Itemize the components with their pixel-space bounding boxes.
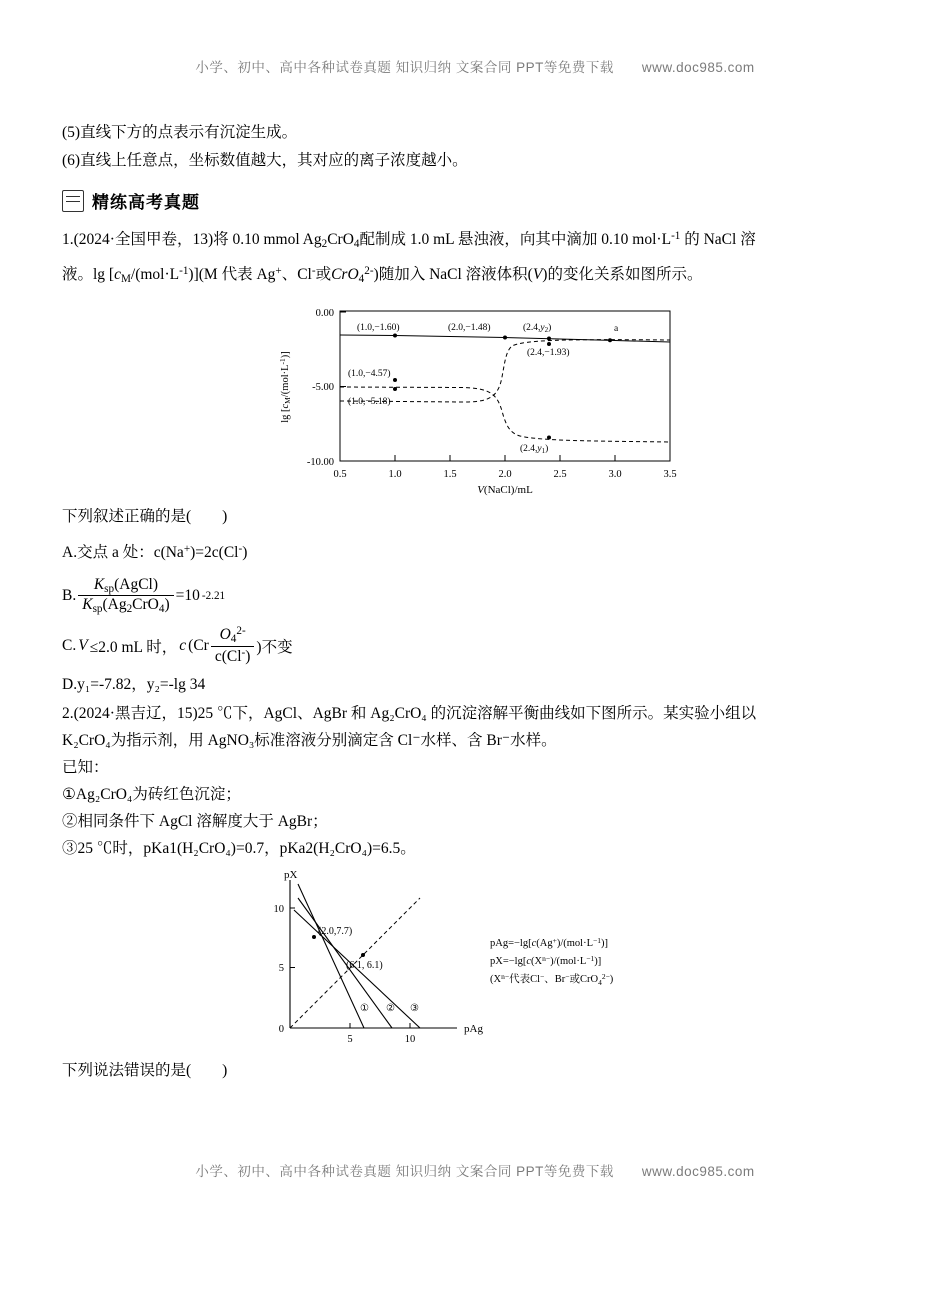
svg-text:5: 5: [278, 962, 284, 974]
question-1-option-a: A.交点 a 处：c(Na+)=2c(Cl-): [62, 543, 248, 562]
svg-text:0.5: 0.5: [333, 469, 347, 481]
svg-text:0.00: 0.00: [315, 308, 334, 320]
q1-optB-label: B.: [62, 586, 77, 604]
q1-optB-den-sub: sp: [92, 603, 103, 616]
q1-optB-den-arg: (Ag: [102, 596, 127, 614]
svg-text:3.0: 3.0: [608, 469, 622, 481]
svg-text:3.5: 3.5: [663, 469, 677, 481]
q1-optB-num-sub: sp: [104, 583, 115, 596]
q1-optC-num-sub: 4: [230, 633, 237, 646]
figure-1: [262, 299, 692, 499]
q1-optB-fraction: [78, 576, 173, 615]
q1-optB-den-arg2: CrO: [132, 596, 159, 614]
q1-optB-den-k: K: [82, 596, 93, 614]
q1-l2-f: CrO: [331, 266, 359, 284]
q1-optB-num-k: K: [93, 576, 105, 594]
q1-optB-den-arg3: ): [164, 596, 170, 614]
q1-optC-denominator: c(Cl-): [214, 646, 251, 665]
q1-optC-num-sup: 2-: [236, 625, 246, 638]
svg-text:②: ②: [386, 1002, 395, 1014]
watermark-top: 小学、初中、高中各种试卷真题 知识归纳 文案合同 PPT等免费下载 www.doc985.com: [195, 60, 755, 75]
svg-text:(2.4,y1): $(2.4,y_1)$: [520, 444, 549, 456]
q1-optC-e: )不变: [256, 638, 293, 656]
question-1-ask: 下列叙述正确的是( ): [62, 508, 228, 526]
q1-optC-c: c: [179, 636, 187, 654]
svg-text:pX: pX: [284, 868, 298, 881]
svg-text:pX=−lg[c(Xn−)/(mol·L−1)]: $pX=-\lg[c(X^{n-})/(mol\cdot L^{-1})]$: [490, 953, 602, 967]
question-1-stem-line2: 液。$\lg [c_M/(mol\cdot L^{-1})](M$ 代表 Ag+、Cl-或CrO$_4^{2-}$)随加入 NaCl 溶液体积(V)的变化关系如图所示。: [62, 265, 703, 286]
q1-optC-fraction: [211, 625, 255, 665]
q1-l2-e: 或: [315, 266, 332, 284]
list-document-icon: [62, 190, 84, 212]
question-2-known-2: ②相同条件下 AgCl 溶解度大于 AgBr；: [62, 812, 328, 830]
svg-text:(6.1, 6.1): (6.1, 6.1): [346, 959, 383, 971]
svg-text:(Xn−代表Cl−、Br−或CrO42−): ($X^{n-}$代表Cl−、Br−或CrO$_4^{2-}$): [490, 971, 614, 987]
q1-l2-b: /(mol·L: [130, 266, 180, 284]
q1-stem-part-a: 1.(2024·全国甲卷，13)将 0.10 mmol Ag: [62, 231, 322, 249]
svg-text:③: ③: [410, 1002, 419, 1014]
page-content: [62, 120, 892, 1084]
svg-text:2.0: 2.0: [498, 469, 512, 481]
svg-text:(2.4,−1.93): (2.4,−1.93): [527, 348, 570, 359]
watermark-bottom: 小学、初中、高中各种试卷真题 知识归纳 文案合同 PPT等免费下载 www.doc985.com: [195, 1164, 755, 1179]
q1-optA-b: )=2c(Cl: [190, 544, 239, 562]
svg-text:①: ①: [360, 1002, 369, 1014]
q1-l2-g: )随加入 NaCl 溶液体积(: [373, 266, 533, 284]
q1-optA-c: ): [242, 544, 248, 562]
question-1-option-d: D.y₁=-7.82，y₂=-lg 34: [62, 675, 206, 693]
section-header: [62, 188, 892, 213]
q1-optB-numerator: [78, 576, 173, 596]
q1-l2-d: 、Cl: [281, 266, 312, 284]
question-1-option-c: [62, 625, 892, 665]
q1-stem-part-d: 的 NaCl 溶: [680, 231, 756, 249]
question-2-line2: K₂CrO₄为指示剂，用 AgNO₃标准溶液分别滴定含 Cl⁻水样、含 Br⁻水样。: [62, 731, 557, 749]
svg-text:lg [cM/(mol·L-1)]: $\lg [cM/(mol\cdot L^{-1})]$: [278, 351, 292, 424]
svg-text:V(NaCl)/mL: V(NaCl)/mL: [477, 484, 533, 497]
preamble-line-6: (6)直线上任意点，坐标数值越大，其对应的离子浓度越小。: [62, 152, 468, 169]
svg-text:2.5: 2.5: [553, 469, 567, 481]
svg-text:(2.0,−1.48): (2.0,−1.48): [448, 323, 491, 334]
svg-text:pAg: pAg: [464, 1022, 483, 1035]
q1-optC-den-sup: -: [241, 646, 246, 659]
section-title: 精练高考真题: [92, 193, 200, 212]
q1-optC-a: C.: [62, 636, 77, 654]
figure-2-wrapper: [62, 868, 892, 1053]
preamble-line-5: (5)直线下方的点表示有沉淀生成。: [62, 124, 298, 141]
question-2-known-3: ③25 ℃时，pKa1(H₂CrO₄)=0.7，pKa2(H₂CrO₄)=6.5。: [62, 839, 416, 857]
q1-optC-den-txt: c(Cl: [214, 647, 242, 665]
q1-stem-part-b: CrO: [327, 231, 354, 249]
figure-2-svg: [242, 868, 712, 1053]
q1-optB-exp: -2.21: [201, 589, 226, 602]
svg-text:a: a: [614, 324, 619, 335]
svg-text:5: 5: [347, 1033, 353, 1045]
q1-optC-d: (Cr: [188, 636, 209, 654]
svg-text:10: 10: [273, 903, 284, 915]
svg-text:(1.0,−4.57): (1.0,−4.57): [348, 369, 391, 380]
svg-text:0: 0: [278, 1023, 284, 1035]
q1-l2-c: )](M 代表 Ag: [188, 266, 276, 284]
svg-text:-10.00: -10.00: [306, 457, 334, 469]
question-2-line1: 2.(2024·黑吉辽，15)25 ℃下，AgCl、AgBr 和 Ag₂CrO₄ 的沉淀溶解平衡曲线如下图所示。某实验小组以: [62, 704, 757, 722]
question-1-stem: 1.(2024·全国甲卷，13)将 0.10 mmol $Ag_2CrO_4$配制成 1.0 mL 悬浊液，向其中滴加 0.10 $mol\cdot L^{-1}$ 的 NaCl 溶: [62, 230, 756, 251]
question-2-known-1: ①Ag₂CrO₄为砖红色沉淀；: [62, 785, 241, 803]
svg-text:pAg=−lg[c(Ag+)/(mol·L−1)]: $pAg=-\lg[c(Ag^+)/(mol\cdot L^{-1})]$: [490, 935, 608, 949]
q1-l2-h: )的变化关系如图所示。: [542, 266, 703, 284]
figure-1-wrapper: [62, 299, 892, 499]
question-2-ask: 下列说法错误的是( ): [62, 1061, 228, 1079]
question-1-option-b: [62, 576, 892, 615]
q1-optC-numerator: [211, 625, 255, 646]
svg-text:(1.0,−5.18): (1.0,−5.18): [348, 397, 391, 408]
figure-2: [242, 868, 712, 1053]
q1-optB-denominator: $K_{sp}(Ag_2CrO_4)$: [82, 596, 170, 616]
svg-text:(1.0,−1.60): (1.0,−1.60): [357, 323, 400, 334]
svg-text:10: 10: [404, 1033, 416, 1045]
q1-optC-b: ≤2.0 mL 时，: [89, 638, 178, 656]
svg-text:-5.00: -5.00: [312, 382, 334, 394]
q1-optB-num-arg: (AgCl): [114, 576, 159, 594]
figure-1-svg: [262, 299, 692, 499]
svg-text:1.0: 1.0: [388, 469, 402, 481]
svg-text:(2.4,y2): $(2.4,y_2)$: [523, 323, 552, 335]
svg-text:1.5: 1.5: [443, 469, 457, 481]
q1-stem-part-c: 配制成 1.0 mL 悬浊液，向其中滴加 0.10 mol·L: [359, 231, 672, 249]
question-2-known-label: 已知：: [62, 758, 109, 776]
q1-optB-eq: =10: [175, 586, 200, 604]
svg-text:(2.0,7.7): (2.0,7.7): [318, 925, 353, 937]
q1-optC-V: V: [78, 636, 88, 654]
q1-optC-num-o: O: [219, 626, 231, 644]
q1-l2-a: 液。lg [: [62, 266, 115, 284]
q1-optA-a: A.交点 a 处：c(Na: [62, 544, 184, 562]
